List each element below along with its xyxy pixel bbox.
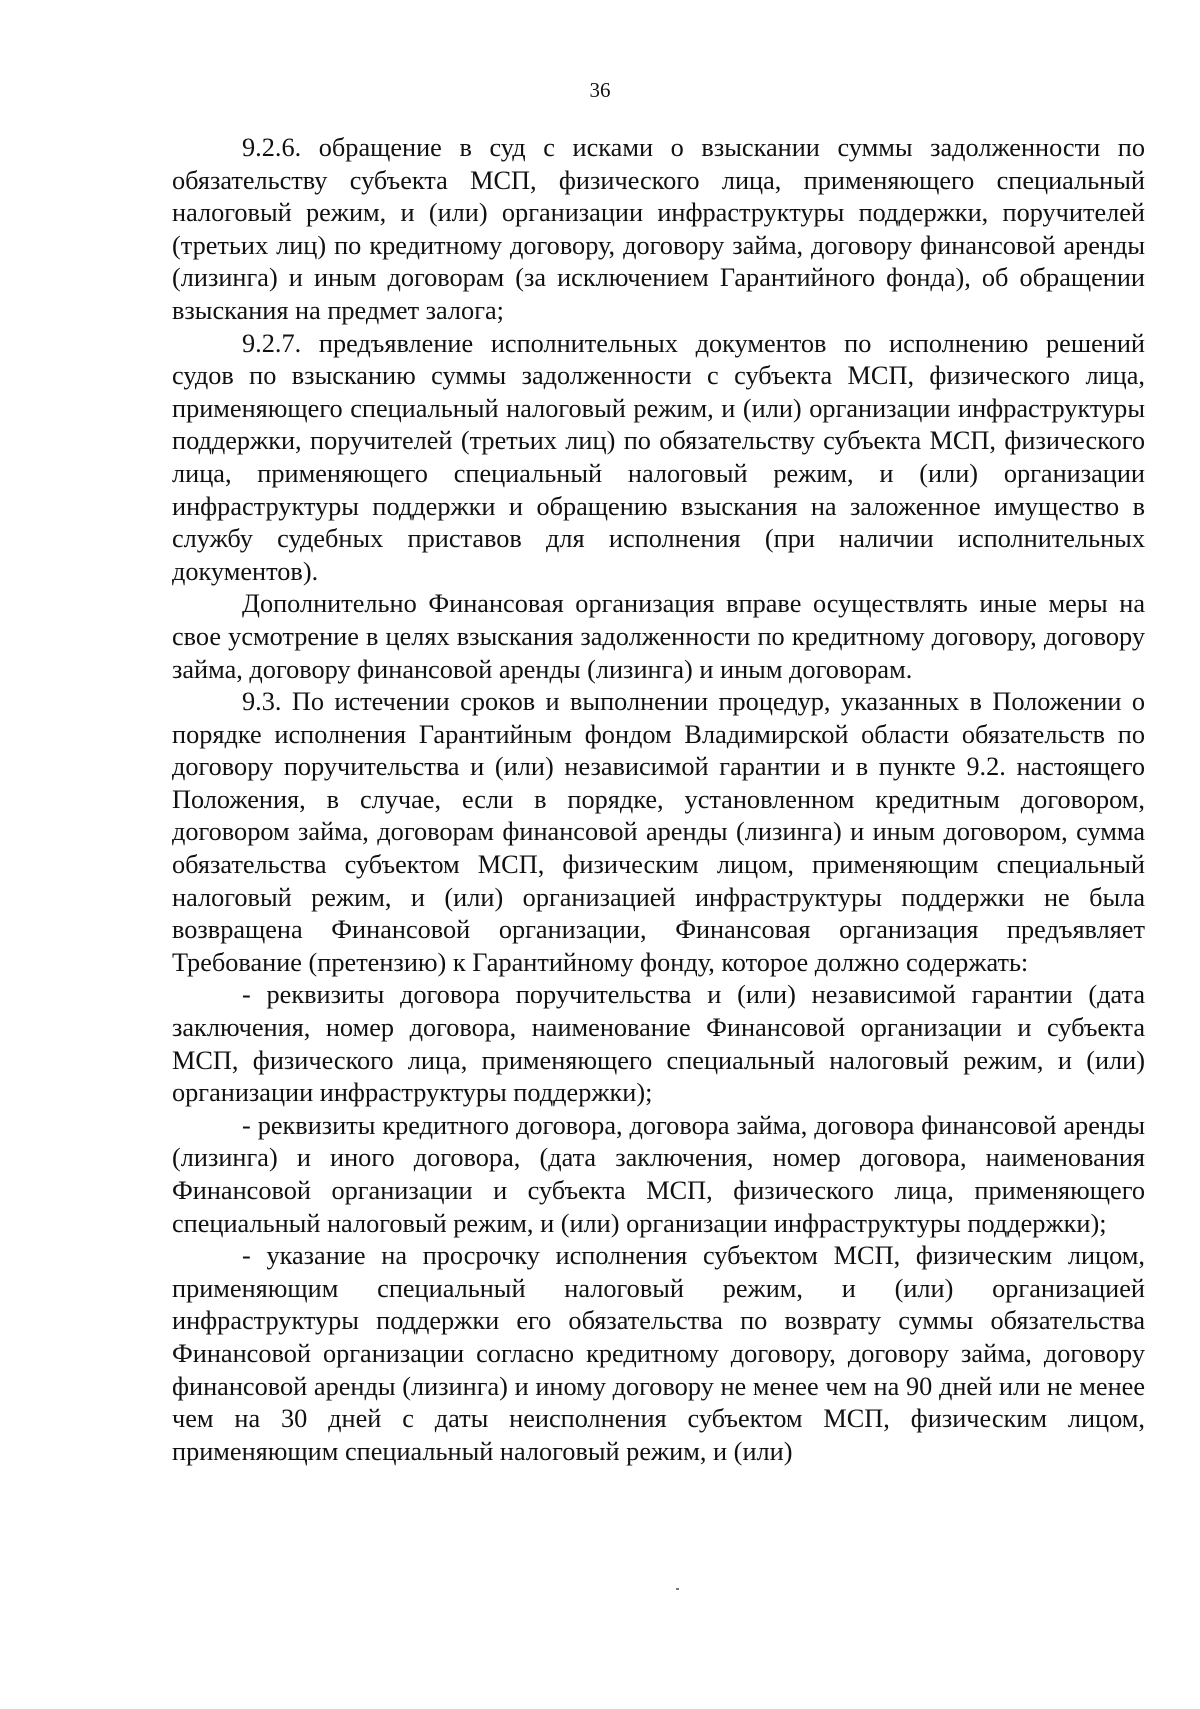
paragraph-9-2-7: 9.2.7. предъявление исполнительных документов по исполнению решений судов по взысканию суммы задолженности с субъекта МСП, физического лица, применяющего специальный налоговый режим, и (или) организации инфраструктуры поддержки, поручителей (третьих лиц) по обязательству субъекта МСП, физического лица, применяющего специальный налоговый режим, и (или) организации инфраструктуры поддержки и обращению взыскания на заложенное имущество в службу судебных приставов для исполнения (при наличии исполнительных документов). xyxy=(172,328,1145,586)
paragraph-additional-measures: Дополнительно Финансовая организация вправе осуществлять иные меры на свое усмотрение в целях взыскания задолженности по кредитному договору, договору займа, договору финансовой аренды (лизинга) и иным договорам. xyxy=(172,589,1145,684)
paragraph-9-2-6: 9.2.6. обращение в суд с исками о взыскании суммы задолженности по обязательству субъекта МСП, физического лица, применяющего специальный налоговый режим, и (или) организации инфраструктуры поддержки, поручителей (третьих лиц) по кредитному договору, договору займа, договору финансовой аренды (лизинга) и иным договорам (за исключением Гарантийного фонда), об обращении взыскания на предмет залога; xyxy=(172,133,1145,325)
page-number: 36 xyxy=(589,78,611,102)
paragraph-9-3: 9.3. По истечении сроков и выполнении процедур, указанных в Положении о порядке исполнения Гарантийным фондом Владимирской области обязательств по договору поручительства и (или) независимой гарантии и в пункте 9.2. настоящего Положения, в случае, если в порядке, установленном кредитным договором, договором займа, договорам финансовой аренды (лизинга) и иным договором, сумма обязательства субъектом МСП, физическим лицом, применяющим специальный налоговый режим, и (или) организацией инфраструктуры поддержки не была возвращена Финансовой организации, Финансовая организация предъявляет Требование (претензию) к Гарантийному фонду, которое должно содержать: xyxy=(172,687,1145,977)
scan-artifact-dot xyxy=(676,1588,679,1590)
list-item-credit-agreement-details: - реквизиты кредитного договора, договора займа, договора финансовой аренды (лизинга) и иного договора, (дата заключения, номер договора, наименования Финансовой организации и субъекта МСП, физического лица, применяющего специальный налоговый режим, и (или) организации инфраструктуры поддержки); xyxy=(172,1110,1145,1238)
list-item-overdue-indication: - указание на просрочку исполнения субъектом МСП, физическим лицом, применяющим специальный налоговый режим, и (или) организацией инфраструктуры поддержки его обязательства по возврату суммы обязательства Финансовой организации согласно кредитному договору, договору займа, договору финансовой аренды (лизинга) и иному договору не менее чем на 90 дней или не менее чем на 30 дней с даты неисполнения субъектом МСП, физическим лицом, применяющим специальный налоговый режим, и (или) xyxy=(172,1241,1145,1466)
body-text xyxy=(172,132,1145,1468)
list-item-guarantee-details: - реквизиты договора поручительства и (или) независимой гарантии (дата заключения, номер договора, наименование Финансовой организации и субъекта МСП, физического лица, применяющего специальный налоговый режим, и (или) организации инфраструктуры поддержки); xyxy=(172,980,1145,1108)
